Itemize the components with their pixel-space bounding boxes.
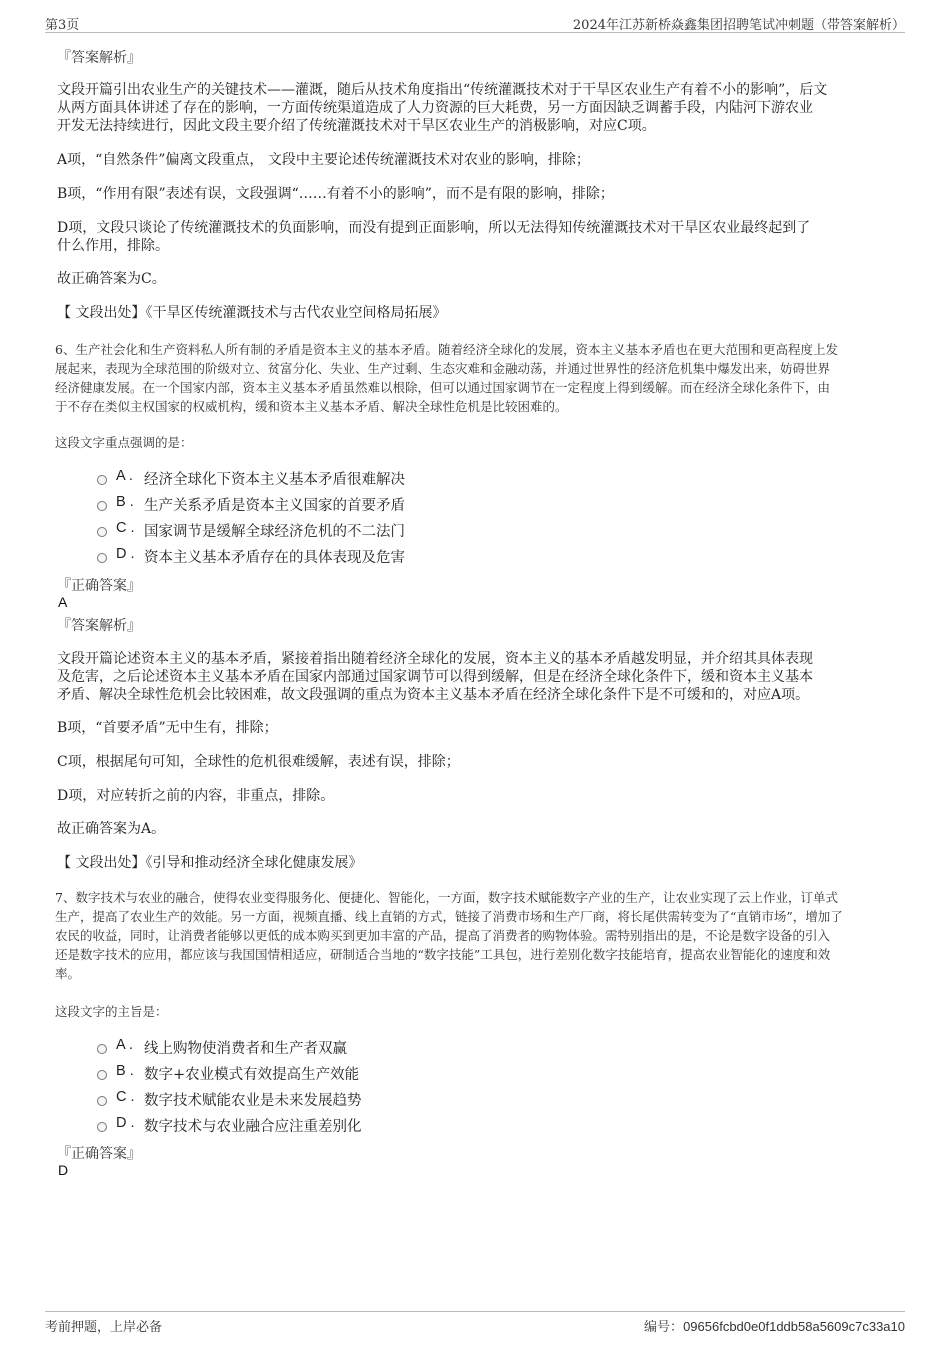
option-c-analysis: C项，根据尾句可知，全球性的危机很难缓解，表述有误，排除； (57, 754, 460, 770)
option-text: 数字技术赋能农业是未来发展趋势 (144, 1093, 362, 1109)
question-text: 农民的收益，同时，让消费者能够以更低的成本购买到更加丰富的产品，提高了消费者的购物体验。需特别指出的是，不论是数字设备的引入 (55, 928, 831, 943)
option-letter: D . (116, 1115, 135, 1131)
option-d-analysis: D项，对应转折之前的内容，非重点，排除。 (57, 788, 335, 804)
option-text: 经济全球化下资本主义基本矛盾很难解决 (144, 472, 405, 488)
analysis-line: 矛盾、解决全球性危机会比较困难，故文段强调的重点为资本主义基本矛盾在经济全球化条件下是不可缓和的，对应A项。 (57, 687, 810, 703)
option-letter: C . (116, 520, 135, 536)
option-text: 数字+农业模式有效提高生产效能 (144, 1067, 360, 1083)
option-text: 国家调节是缓解全球经济危机的不二法门 (144, 524, 405, 540)
conclusion: 故正确答案为A。 (57, 821, 166, 837)
question-text: 经济健康发展。在一个国家内部，资本主义基本矛盾虽然难以根除，但可以通过国家调节在一定程度上得到缓解。而在经济全球化条件下，由 (55, 380, 831, 395)
analysis-line: 从两方面具体讲述了存在的影响，一方面传统渠道造成了人力资源的巨大耗费，另一方面因缺乏调蓄手段，内陆河下游农业 (57, 100, 813, 116)
option-text: 数字技术与农业融合应注重差别化 (144, 1119, 362, 1135)
document-code (644, 1316, 905, 1335)
analysis-line: 开发无法持续进行，因此文段主要介绍了传统灌溉技术对干旱区农业生产的消极影响，对应C项。 (57, 118, 656, 134)
correct-answer-tag: 『正确答案』 (57, 1146, 141, 1162)
question-text: 于不存在类似主权国家的权威机构，缓和资本主义基本矛盾、解决全球性危机是比较困难的。 (55, 399, 568, 414)
correct-answer: A (58, 594, 68, 610)
question-text: 展起来，表现为全球范围的阶级对立、贫富分化、失业、生产过剩、生态灾难和金融动荡，并通过世界性的经济危机集中爆发出来，妨碍世界 (55, 361, 831, 376)
question-text: 率。 (55, 966, 81, 981)
correct-answer-tag: 『正确答案』 (57, 578, 141, 594)
radio-button[interactable] (97, 475, 107, 485)
page-footer (45, 1311, 905, 1336)
option-d-analysis: D项，文段只谈论了传统灌溉技术的负面影响，而没有提到正面影响，所以无法得知传统灌溉技术对干旱区农业最终起到了 (57, 220, 811, 236)
document-title: 2024年江苏新桥焱鑫集团招聘笔试冲刺题（带答案解析） (572, 18, 905, 33)
question-text: 6、生产社会化和生产资料私人所有制的矛盾是资本主义的基本矛盾。随着经济全球化的发展，资本主义基本矛盾也在更大范围和更高程度上发 (55, 342, 838, 357)
radio-button[interactable] (97, 501, 107, 511)
radio-button[interactable] (97, 1044, 107, 1054)
option-letter: A . (116, 468, 133, 484)
option-letter: B . (116, 1063, 134, 1079)
radio-button[interactable] (97, 1070, 107, 1080)
page-number: 第3页 (45, 18, 80, 33)
question-prompt: 这段文字重点强调的是： (55, 435, 193, 450)
analysis-line: 文段开篇论述资本主义的基本矛盾，紧接着指出随着经济全球化的发展，资本主义的基本矛盾越发明显，并介绍其具体表现 (57, 651, 813, 667)
question-text: 还是数字技术的应用，都应该与我国国情相适应，研制适合当地的“数字技能”工具包，进行差别化数字技能培育，提高农业智能化的速度和效 (55, 947, 831, 962)
page-header (45, 14, 905, 33)
question-text: 7、数字技术与农业的融合，使得农业变得服务化、便捷化、智能化，一方面，数字技术赋能数字产业的生产，让农业实现了云上作业，订单式 (55, 890, 838, 905)
correct-answer: D (58, 1162, 69, 1178)
analysis-tag: 『答案解析』 (57, 50, 141, 66)
radio-button[interactable] (97, 553, 107, 563)
option-text: 线上购物使消费者和生产者双赢 (144, 1041, 347, 1057)
code-value: 09656fcbd0e0f1ddb58a5609c7c33a10 (683, 1319, 905, 1334)
source-citation: 【 文段出处】《干旱区传统灌溉技术与古代农业空间格局拓展》 (57, 305, 447, 321)
option-a-analysis: A项，“自然条件”偏离文段重点， 文段中主要论述传统灌溉技术对农业的影响，排除； (57, 152, 590, 168)
code-label: 编号： (644, 1320, 684, 1335)
analysis-line: 文段开篇引出农业生产的关键技术——灌溉，随后从技术角度指出“传统灌溉技术对于干旱区农业生产有着不小的影响”，后文 (57, 82, 828, 98)
option-letter: D . (116, 546, 135, 562)
option-letter: B . (116, 494, 134, 510)
conclusion: 故正确答案为C。 (57, 271, 166, 287)
source-citation: 【 文段出处】《引导和推动经济全球化健康发展》 (57, 855, 363, 871)
option-letter: C . (116, 1089, 135, 1105)
question-prompt: 这段文字的主旨是： (55, 1004, 168, 1019)
option-text: 资本主义基本矛盾存在的具体表现及危害 (144, 550, 405, 566)
analysis-line: 及危害，之后论述资本主义基本矛盾在国家内部通过国家调节可以得到缓解，但是在经济全球化条件下，缓和资本主义基本 (57, 669, 813, 685)
option-d-analysis: 什么作用，排除。 (57, 238, 169, 254)
footer-slogan: 考前押题，上岸必备 (45, 1320, 163, 1335)
analysis-tag: 『答案解析』 (57, 618, 141, 634)
option-b-analysis: B项，“作用有限”表述有误，文段强调“……有着不小的影响”，而不是有限的影响，排除； (57, 186, 614, 202)
radio-button[interactable] (97, 1096, 107, 1106)
option-b-analysis: B项，“首要矛盾”无中生有，排除； (57, 720, 278, 736)
radio-button[interactable] (97, 1122, 107, 1132)
option-text: 生产关系矛盾是资本主义国家的首要矛盾 (144, 498, 405, 514)
option-letter: A . (116, 1037, 133, 1053)
radio-button[interactable] (97, 527, 107, 537)
question-text: 生产，提高了农业生产的效能。另一方面，视频直播、线上直销的方式，链接了消费市场和生产厂商，将长尾供需转变为了“直销市场”，增加了 (55, 909, 843, 924)
